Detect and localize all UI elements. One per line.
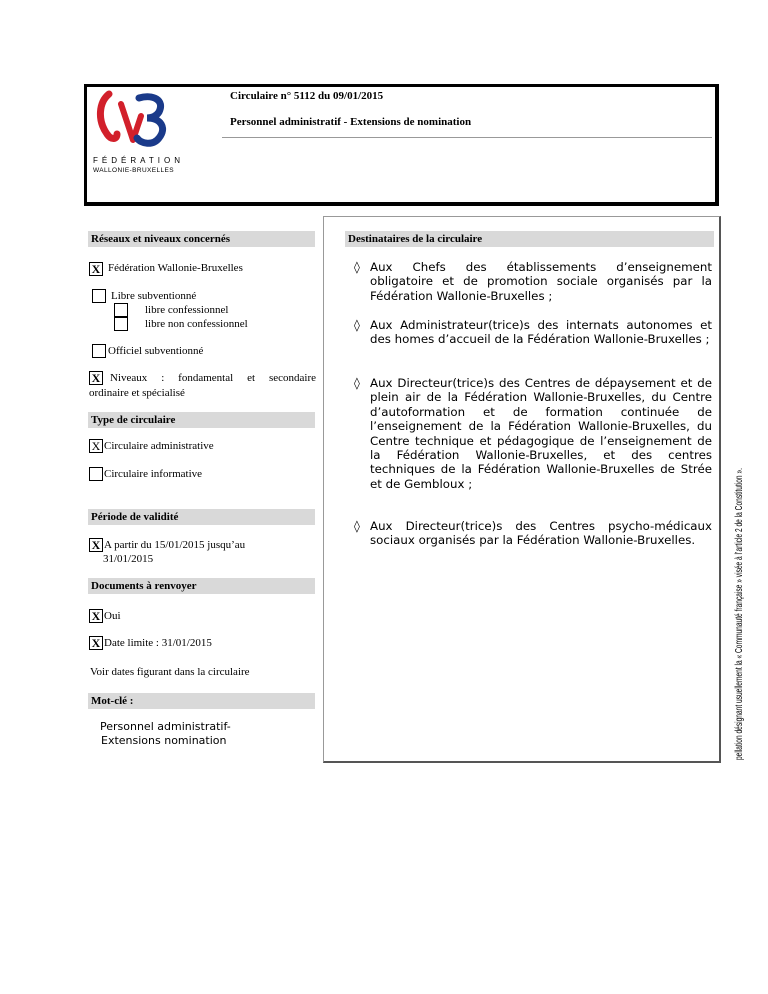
label-libre-non-confessionnel: libre non confessionnel [145,318,248,330]
checkbox-fwb[interactable]: X [89,262,103,276]
recipient-text: Aux Administrateur(trice)s des internats autonomes et des homes d’accueil de la Fédération Wallonie-Bruxelles ; [370,318,712,347]
label-fwb: Fédération Wallonie-Bruxelles [108,262,243,274]
checkbox-niveaux[interactable]: X [89,371,103,385]
side-note-text: pellation désignant usuellement la « Communauté française » visée à l’article 2 de la Constitution ». [733,468,745,760]
label-periode-line1: A partir du 15/01/2015 jusqu’au [104,539,246,551]
label-libre-confessionnel: libre confessionnel [145,304,229,316]
fwb-logo [95,90,175,150]
title-divider [222,137,712,138]
recipient-text: Aux Chefs des établissements d’enseignement obligatoire et de promotion sociale organisés par la Fédération Wallonie-Bruxelles ; [370,260,712,303]
circular-title: Circulaire n° 5112 du 09/01/2015 [230,90,384,102]
diamond-bullet-icon: ◊ [354,318,360,332]
dates-note: Voir dates figurant dans la circulaire [90,666,250,678]
keyword-line2: Extensions nomination [101,734,227,747]
checkbox-periode[interactable]: X [89,538,103,552]
label-niveaux-line1: Niveaux : fondamental et secondaire [110,372,316,384]
checkbox-libre-non-confessionnel[interactable] [114,317,128,331]
label-periode-line2: 31/01/2015 [103,553,154,565]
checkbox-circulaire-informative[interactable] [89,467,103,481]
diamond-bullet-icon: ◊ [354,376,360,390]
checkbox-circulaire-administrative[interactable]: X [89,439,103,453]
label-libre: Libre subventionné [111,290,197,302]
circular-subtitle: Personnel administratif - Extensions de nomination [230,116,472,128]
brand-line2: WALLONIE-BRUXELLES [93,167,175,174]
recipient-text: Aux Directeur(trice)s des Centres psycho-médicaux sociaux organisés par la Fédération Wallonie-Bruxelles. [370,519,712,548]
checkbox-oui[interactable]: X [89,609,103,623]
section-heading-destinataires: Destinataires de la circulaire [345,231,714,247]
diamond-bullet-icon: ◊ [354,519,360,533]
label-date-limite: Date limite : 31/01/2015 [104,637,212,649]
header-box [84,84,719,206]
checkbox-libre-confessionnel[interactable] [114,303,128,317]
recipient-item [354,260,712,303]
label-officiel: Officiel subventionné [108,345,204,357]
recipient-item [354,318,712,347]
side-note [733,297,745,760]
label-oui: Oui [104,610,121,622]
recipient-item [354,519,712,548]
label-circulaire-administrative: Circulaire administrative [104,440,214,452]
label-niveaux-line2: ordinaire et spécialisé [89,387,185,399]
checkbox-date-limite[interactable]: X [89,636,103,650]
brand-line1: FÉDÉRATION [93,156,184,165]
section-heading-reseaux: Réseaux et niveaux concernés [88,231,315,247]
checkbox-libre[interactable] [92,289,106,303]
section-heading-periode: Période de validité [88,509,315,525]
section-heading-documents: Documents à renvoyer [88,578,315,594]
label-circulaire-informative: Circulaire informative [104,468,203,480]
checkbox-officiel[interactable] [92,344,106,358]
section-heading-type: Type de circulaire [88,412,315,428]
recipient-item [354,376,712,491]
diamond-bullet-icon: ◊ [354,260,360,274]
section-heading-motcle: Mot-clé : [88,693,315,709]
recipient-text: Aux Directeur(trice)s des Centres de dépaysement et de plein air de la Fédération Wallonie-Bruxelles, du Centre d’autoformation et de formation continuée de l’enseignement de la Fédération Wallonie-Bruxelles, du Centre technique et pédagogique de l’enseignement de la Fédération Wallonie-Bruxelles, et des centres techniques de la Fédération Wallonie-Bruxelles de Strée et de Gembloux ; [370,376,712,491]
keyword-line1: Personnel administratif- [100,720,231,733]
